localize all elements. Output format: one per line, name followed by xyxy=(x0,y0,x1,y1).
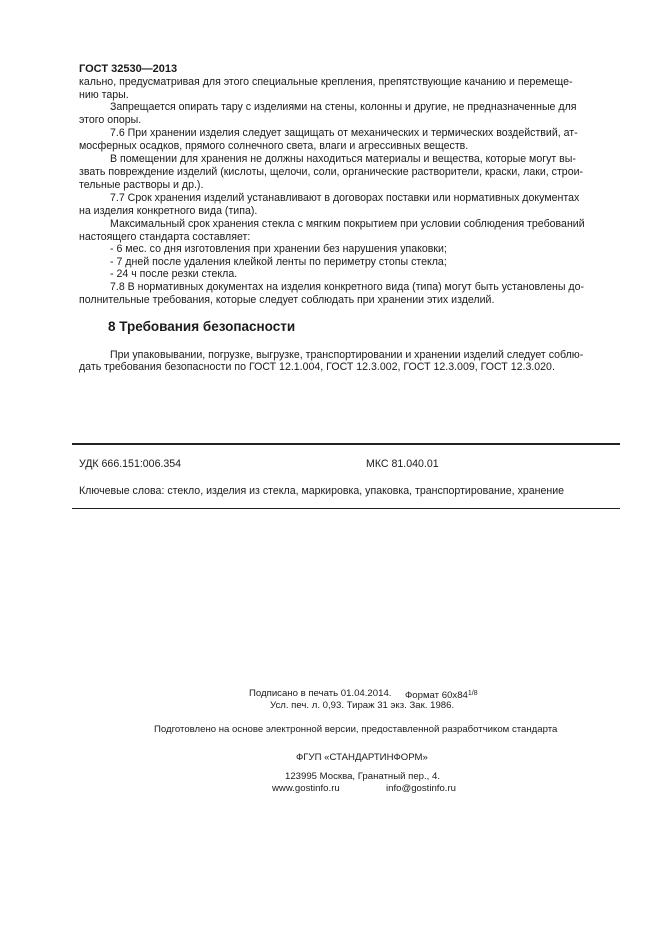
address: 123995 Москва, Гранатный пер., 4. xyxy=(285,771,440,782)
body-line: При упаковывании, погрузке, выгрузке, транспортировании и хранении изделий следует соблю- xyxy=(110,349,584,361)
email-link[interactable]: info@gostinfo.ru xyxy=(386,783,457,794)
body-line: Максимальный срок хранения стекла с мягким покрытием при условии соблюдения требований xyxy=(110,218,585,230)
body-line: нию тары. xyxy=(79,89,129,101)
clause-7-8: 7.8 В нормативных документах на изделия конкретного вида (типа) могут быть установлены до- xyxy=(110,281,584,293)
body-line: настоящего стандарта составляет: xyxy=(79,231,251,243)
mks-code: МКС 81.040.01 xyxy=(366,458,439,470)
body-line: на изделия конкретного вида (типа). xyxy=(79,205,258,217)
body-line: тельные растворы и др.). xyxy=(79,179,204,191)
body-line: Запрещается опирать тару с изделиями на стены, колонны и другие, не предназначенные для xyxy=(110,101,577,113)
body-line: кально, предусматривая для этого специальные крепления, препятствующие качанию и перемеще- xyxy=(79,76,573,88)
website-link[interactable]: www.gostinfo.ru xyxy=(272,783,340,794)
body-line: полнительные требования, которые следует соблюдать при хранении этих изделий. xyxy=(79,294,495,306)
signed-date: Подписано в печать 01.04.2014. xyxy=(249,688,392,699)
format-fraction: 1/8 xyxy=(467,690,478,697)
prepared-note: Подготовлено на основе электронной версии, предоставленной разработчиком стандарта xyxy=(154,724,558,735)
keywords: Ключевые слова: стекло, изделия из стекла, маркировка, упаковка, транспортирование, хранение xyxy=(79,485,565,497)
body-line: дать требования безопасности по ГОСТ 12.1.004, ГОСТ 12.3.002, ГОСТ 12.3.009, ГОСТ 12.3.020. xyxy=(79,361,555,373)
clause-7-7: 7.7 Срок хранения изделий устанавливают в договорах поставки или нормативных документах xyxy=(110,192,580,204)
print-sheets: Усл. печ. л. 0,93. Тираж 31 экз. Зак. 1986. xyxy=(270,700,455,711)
body-line: звать повреждение изделий (кислоты, щелочи, соли, органические растворители, краски, лаки, строи- xyxy=(79,166,584,178)
clause-7-6: 7.6 При хранении изделия следует защищать от механических и термических воздействий, ат- xyxy=(110,127,578,139)
format-value: Формат 60x84 xyxy=(405,690,468,701)
list-item: - 6 мес. со дня изготовления при хранении без нарушения упаковки; xyxy=(110,243,447,255)
udk-code: УДК 666.151:006.354 xyxy=(79,458,182,470)
body-line: мосферных осадков, прямого солнечного света, влаги и агрессивных веществ. xyxy=(79,140,469,152)
document-header: ГОСТ 32530—2013 xyxy=(79,63,178,75)
body-line: этого опоры. xyxy=(79,114,142,126)
list-item: - 7 дней после удаления клейкой ленты по периметру стопы стекла; xyxy=(110,256,447,268)
divider-thick xyxy=(72,443,620,445)
publisher: ФГУП «СТАНДАРТИНФОРМ» xyxy=(296,752,428,763)
section-8-heading: 8 Требования безопасности xyxy=(108,319,296,334)
divider-thin xyxy=(72,508,620,509)
body-line: В помещении для хранения не должны находиться материалы и вещества, которые могут вы- xyxy=(110,153,576,165)
list-item: - 24 ч после резки стекла. xyxy=(110,268,238,280)
